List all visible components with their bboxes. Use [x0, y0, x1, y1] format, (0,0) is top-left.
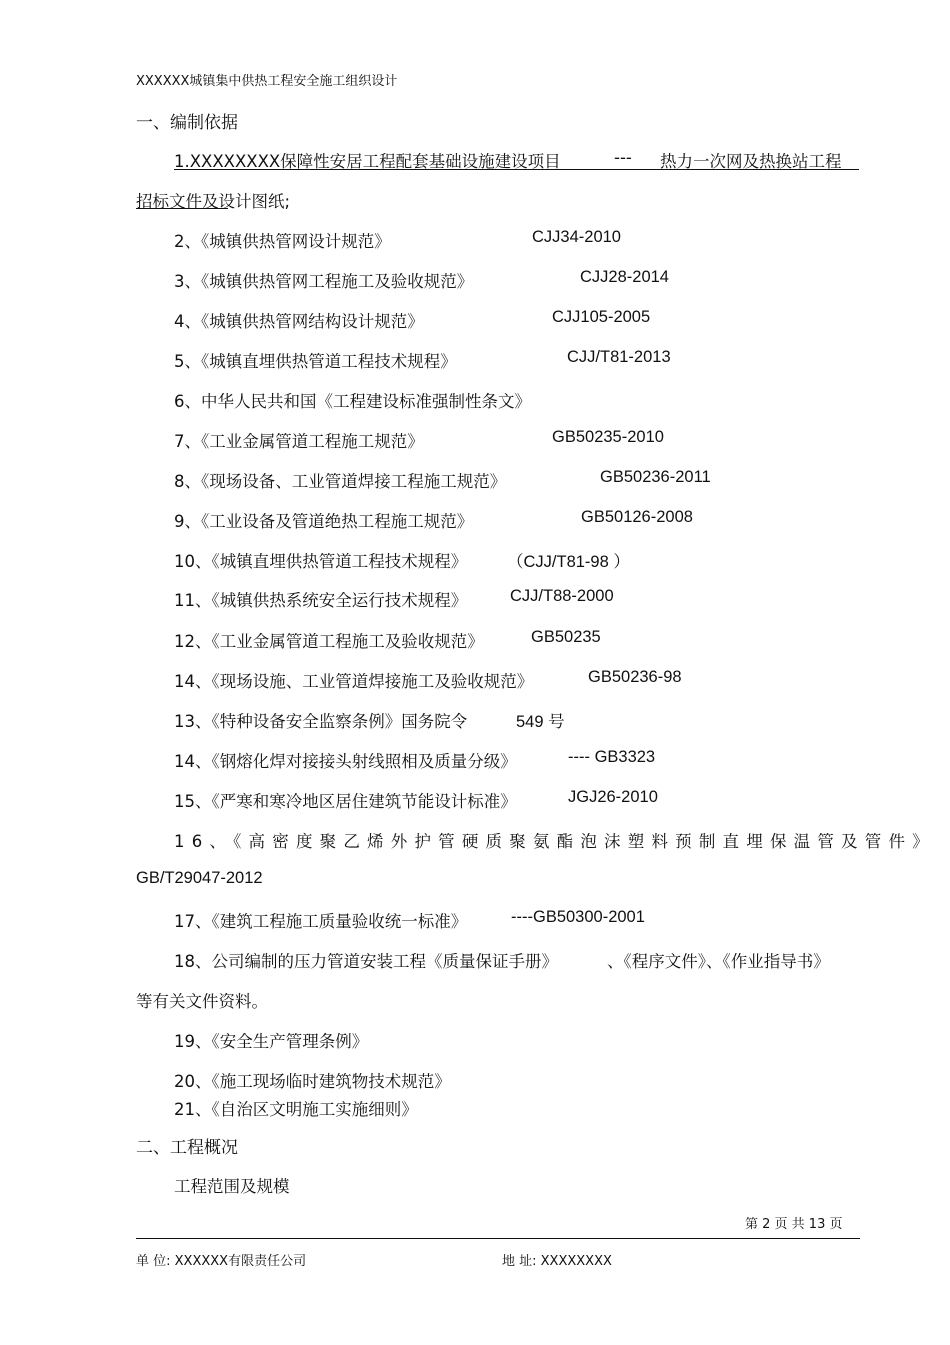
reference-18-part-a: 18、公司编制的压力管道安装工程《质量保证手册》	[174, 952, 558, 971]
reference-8-code: GB50236-2011	[600, 468, 711, 486]
reference-14b-code: ---- GB3323	[568, 748, 656, 766]
subsection-scope: 工程范围及规模	[174, 1177, 290, 1196]
reference-12-code: GB50235	[531, 628, 601, 646]
reference-10-code: （CJJ/T81-98 ）	[507, 553, 630, 571]
reference-14a-code: GB50236-98	[588, 668, 682, 686]
reference-3-code: CJJ28-2014	[580, 268, 669, 286]
page-number: 第 2 页 共 13 页	[745, 1217, 843, 1232]
reference-13-code: 549 号	[516, 713, 565, 731]
reference-8: 8、《现场设备、工业管道焊接工程施工规范》	[174, 472, 507, 491]
reference-11: 11、《城镇供热系统安全运行技术规程》	[174, 591, 468, 610]
reference-13: 13、《特种设备安全监察条例》国务院令	[174, 712, 468, 731]
reference-2: 2、《城镇供热管网设计规范》	[174, 232, 391, 251]
reference-12: 12、《工业金属管道工程施工及验收规范》	[174, 632, 484, 651]
reference-2-code: CJJ34-2010	[532, 228, 621, 246]
reference-18-part-b: 、《程序文件》、《作业指导书》	[607, 952, 830, 971]
footer-divider	[136, 1238, 860, 1239]
reference-15-code: JGJ26-2010	[568, 788, 658, 806]
footer-unit: 单 位: XXXXXX有限责任公司	[136, 1254, 307, 1269]
reference-7-code: GB50235-2010	[552, 428, 664, 446]
reference-19: 19、《安全生产管理条例》	[174, 1032, 369, 1051]
section-heading-overview: 二、工程概况	[136, 1138, 238, 1158]
reference-1-underline	[174, 169, 859, 170]
reference-9: 9、《工业设备及管道绝热工程施工规范》	[174, 512, 474, 531]
reference-4: 4、《城镇供热管网结构设计规范》	[174, 312, 424, 331]
reference-11-code: CJJ/T88-2000	[510, 587, 614, 605]
reference-18-part-c: 等有关文件资料。	[136, 992, 268, 1011]
reference-14a: 14、《现场设施、工业管道焊接施工及验收规范》	[174, 672, 534, 691]
reference-16-code: GB/T29047-2012	[136, 869, 263, 887]
reference-17-code: ----GB50300-2001	[511, 908, 645, 926]
reference-1c-underline	[136, 208, 228, 209]
reference-6: 6、中华人民共和国《工程建设标准强制性条文》	[174, 392, 531, 411]
reference-21: 21、《自治区文明施工实施细则》	[174, 1100, 418, 1119]
reference-14b: 14、《钢熔化焊对接接头射线照相及质量分级》	[174, 752, 517, 771]
reference-16: 16、《高密度聚乙烯外护管硬质聚氨酯泡沫塑料预制直埋保温管及管件》	[174, 832, 936, 851]
reference-1-part-c: 招标文件及设计图纸;	[136, 192, 291, 211]
reference-1-separator: ---	[614, 148, 632, 167]
reference-4-code: CJJ105-2005	[552, 308, 651, 326]
reference-5: 5、《城镇直埋供热管道工程技术规程》	[174, 352, 457, 371]
reference-20: 20、《施工现场临时建筑物技术规范》	[174, 1072, 451, 1091]
reference-15: 15、《严寒和寒冷地区居住建筑节能设计标准》	[174, 792, 517, 811]
reference-9-code: GB50126-2008	[581, 508, 693, 526]
footer-address: 地 址: XXXXXXXX	[502, 1254, 612, 1269]
document-header: XXXXXX城镇集中供热工程安全施工组织设计	[136, 74, 398, 89]
section-heading-basis: 一、编制依据	[136, 113, 238, 133]
reference-10: 10、《城镇直埋供热管道工程技术规程》	[174, 552, 468, 571]
reference-7: 7、《工业金属管道工程施工规范》	[174, 432, 424, 451]
reference-5-code: CJJ/T81-2013	[567, 348, 671, 366]
reference-17: 17、《建筑工程施工质量验收统一标准》	[174, 912, 468, 931]
reference-1-part-a: 1.XXXXXXXX保障性安居工程配套基础设施建设项目	[174, 152, 561, 171]
reference-1-part-b: 热力一次网及热换站工程	[660, 152, 842, 171]
reference-3: 3、《城镇供热管网工程施工及验收规范》	[174, 272, 474, 291]
